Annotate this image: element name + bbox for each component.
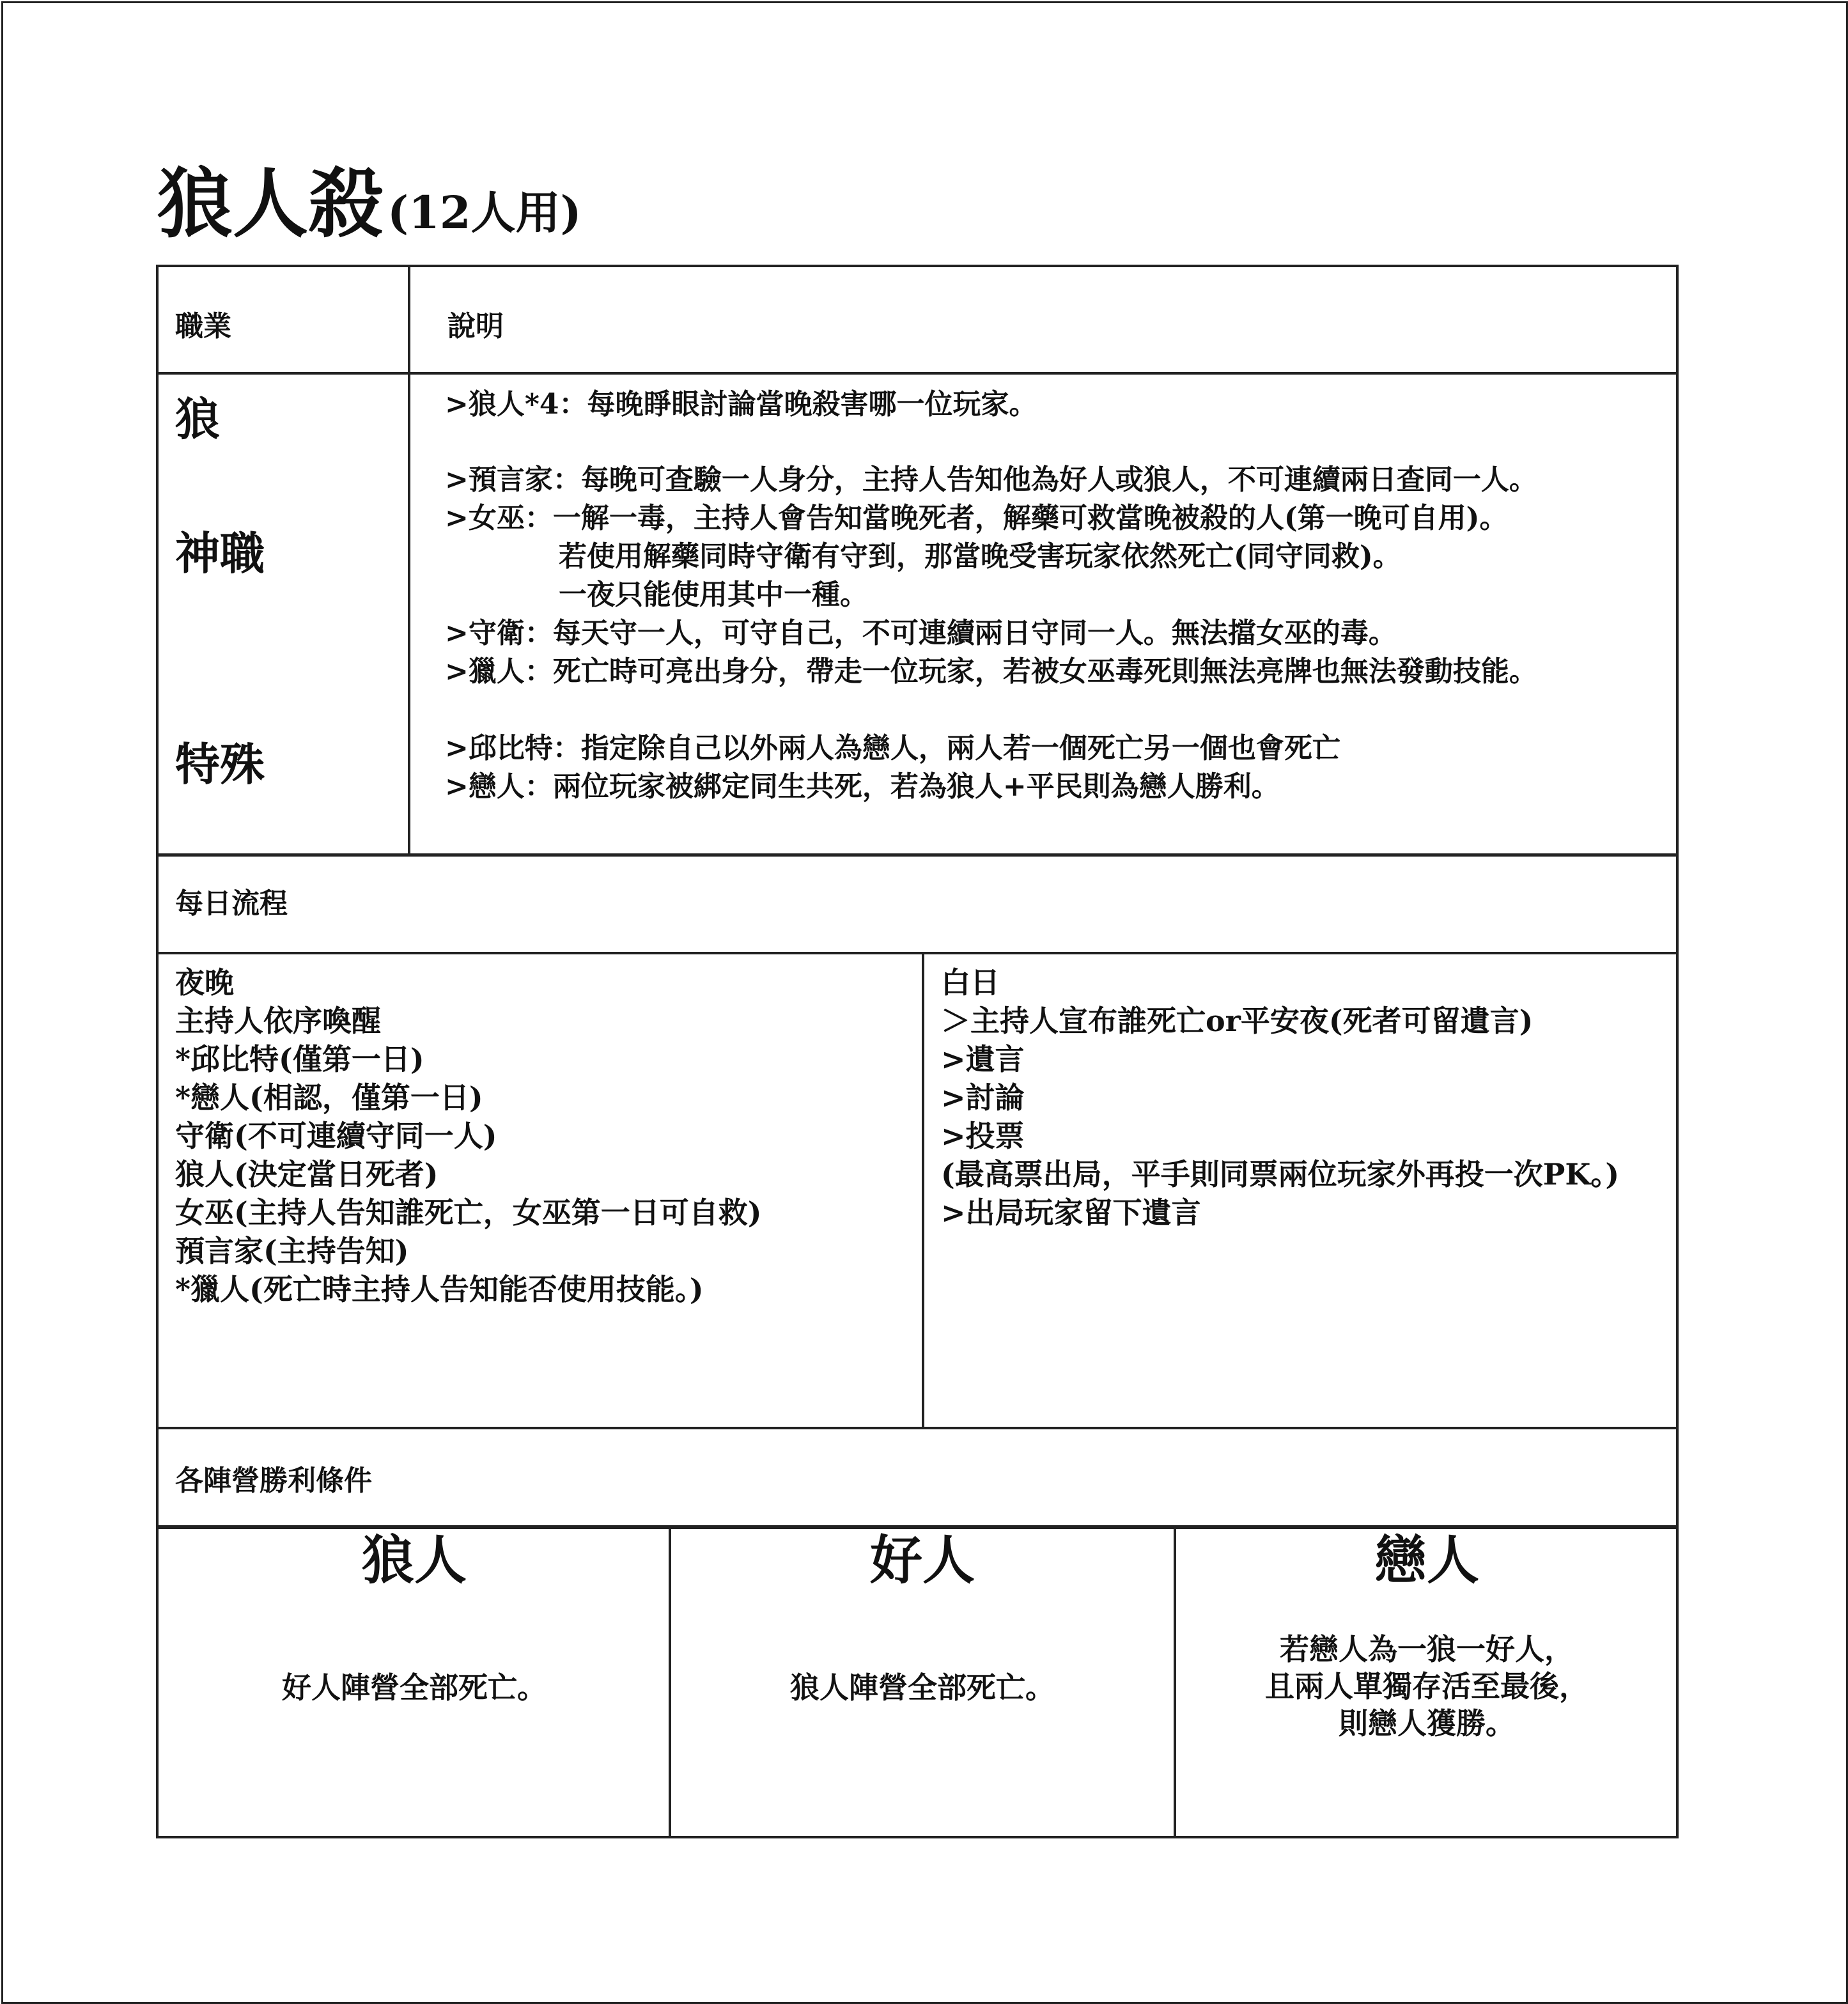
faction-werewolf bbox=[159, 1528, 670, 1836]
night-item: *戀人(相認，僅第一日) bbox=[175, 1080, 483, 1115]
day-item: >遺言 bbox=[941, 1042, 1025, 1076]
condition-line: 且兩人單獨存活至最後， bbox=[1265, 1669, 1588, 1704]
faction-condition bbox=[670, 1669, 1175, 1706]
night-item: *獵人(死亡時主持人告知能否使用技能。) bbox=[175, 1272, 704, 1307]
page-title bbox=[157, 152, 582, 248]
faction-name: 好人 bbox=[869, 1530, 975, 1591]
day-item: >討論 bbox=[941, 1080, 1025, 1115]
night-item: 守衛(不可連續守同一人) bbox=[175, 1119, 497, 1153]
condition-line: 則戀人獲勝。 bbox=[1339, 1706, 1515, 1741]
day-item: >出局玩家留下遺言 bbox=[941, 1195, 1201, 1230]
roles-header-divider bbox=[159, 372, 1676, 375]
day-item: (最高票出局，平手則同票兩位玩家外再投一次PK。) bbox=[941, 1157, 1620, 1192]
faction-lovers bbox=[1175, 1528, 1679, 1836]
daily-flow-header: 每日流程 bbox=[175, 887, 288, 920]
condition-line: 若戀人為一狼一好人， bbox=[1280, 1632, 1574, 1666]
night-item: 主持人依序喚醒 bbox=[175, 1004, 381, 1038]
role-god: 神職 bbox=[175, 527, 265, 580]
faction-good bbox=[670, 1528, 1175, 1836]
daily-flow-table bbox=[156, 853, 1679, 1429]
desc-werewolf: >狼人*4：每晚睜眼討論當晚殺害哪一位玩家。 bbox=[445, 388, 1037, 421]
flow-header-divider bbox=[159, 952, 1676, 954]
desc-guard: >守衛：每天守一人，可守自己，不可連續兩日守同一人。無法擋女巫的毒。 bbox=[445, 617, 1397, 649]
desc-seer: >預言家：每晚可查驗一人身分，主持人告知他為好人或狼人，不可連續兩日查同一人。 bbox=[445, 463, 1537, 496]
victory-table bbox=[156, 1427, 1679, 1838]
night-item: 預言家(主持告知) bbox=[175, 1234, 409, 1268]
day-item: >投票 bbox=[941, 1119, 1025, 1153]
faction-condition bbox=[1175, 1631, 1679, 1742]
night-item: 夜晚 bbox=[175, 965, 234, 1000]
victory-header: 各陣營勝利條件 bbox=[175, 1464, 372, 1497]
title-main: 狼人殺 bbox=[157, 159, 384, 248]
desc-hunter: >獵人：死亡時可亮出身分，帶走一位玩家，若被女巫毒死則無法亮牌也無法發動技能。 bbox=[445, 655, 1537, 688]
flow-column-divider bbox=[922, 952, 924, 1429]
day-item: ＞主持人宣布誰死亡or平安夜(死者可留遺言) bbox=[941, 1004, 1534, 1038]
role-special: 特殊 bbox=[175, 738, 265, 791]
desc-witch-cont-2: 一夜只能使用其中一種。 bbox=[559, 579, 868, 611]
roles-table bbox=[156, 265, 1679, 857]
condition-line: 狼人陣營全部死亡。 bbox=[790, 1670, 1055, 1705]
night-item: *邱比特(僅第一日) bbox=[175, 1042, 424, 1076]
desc-witch-cont-1: 若使用解藥同時守衛有守到，那當晚受害玩家依然死亡(同守同救)。 bbox=[559, 540, 1401, 573]
night-item: 女巫(主持人告知誰死亡，女巫第一日可自救) bbox=[175, 1195, 762, 1230]
night-item: 狼人(決定當日死者) bbox=[175, 1157, 439, 1192]
header-description: 說明 bbox=[447, 310, 504, 343]
faction-condition bbox=[159, 1669, 670, 1706]
title-subtitle: (12人用) bbox=[387, 186, 582, 239]
desc-cupid: >邱比特：指定除自己以外兩人為戀人，兩人若一個死亡另一個也會死亡 bbox=[445, 732, 1340, 765]
day-item: 白日 bbox=[941, 965, 1000, 1000]
night-flow-list bbox=[175, 963, 762, 1309]
faction-name: 狼人 bbox=[361, 1530, 467, 1591]
roles-column-divider bbox=[408, 267, 410, 857]
day-flow-list bbox=[941, 963, 1619, 1232]
desc-lovers: >戀人：兩位玩家被綁定同生共死，若為狼人+平民則為戀人勝利。 bbox=[445, 770, 1280, 803]
condition-line: 好人陣營全部死亡。 bbox=[282, 1670, 547, 1705]
desc-witch: >女巫：一解一毒，主持人會告知當晚死者，解藥可救當晚被殺的人(第一晚可自用)。 bbox=[445, 502, 1508, 534]
faction-name: 戀人 bbox=[1374, 1530, 1479, 1591]
role-wolf: 狼 bbox=[175, 392, 220, 446]
header-role: 職業 bbox=[175, 310, 231, 343]
